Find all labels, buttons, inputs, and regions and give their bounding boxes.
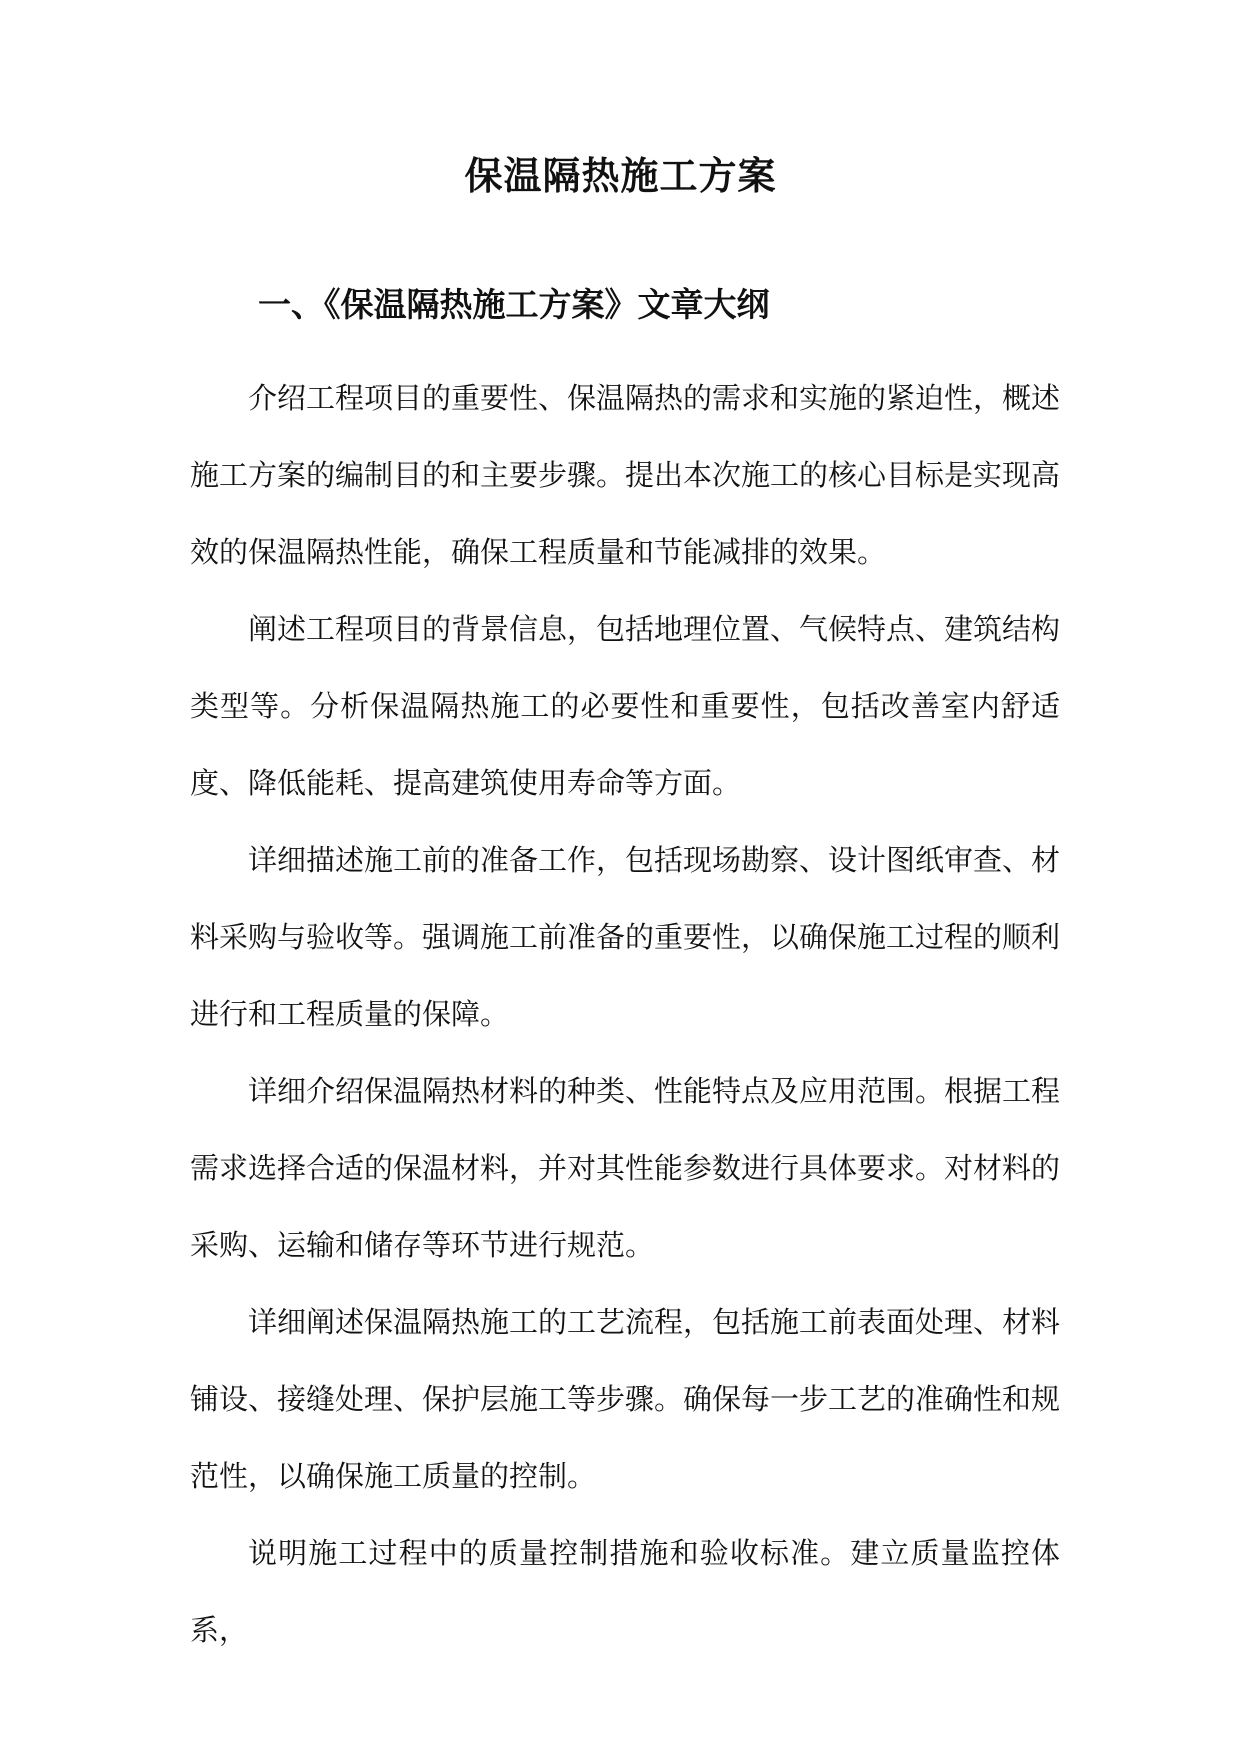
body-text: [190, 360, 1060, 1669]
paragraph-1: 介绍工程项目的重要性、保温隔热的需求和实施的紧迫性，概述施工方案的编制目的和主要步骤。提出本次施工的核心目标是实现高效的保温隔热性能，确保工程质量和节能减排的效果。: [190, 381, 1061, 569]
paragraph-5: 详细阐述保温隔热施工的工艺流程，包括施工前表面处理、材料铺设、接缝处理、保护层施工等步骤。确保每一步工艺的准确性和规范性，以确保施工质量的控制。: [190, 1305, 1061, 1493]
paragraph-4: 详细介绍保温隔热材料的种类、性能特点及应用范围。根据工程需求选择合适的保温材料，并对其性能参数进行具体要求。对材料的采购、运输和储存等环节进行规范。: [190, 1074, 1061, 1262]
paragraph-3: 详细描述施工前的准备工作，包括现场勘察、设计图纸审查、材料采购与验收等。强调施工前准备的重要性，以确保施工过程的顺利进行和工程质量的保障。: [190, 843, 1061, 1031]
document-title: 保温隔热施工方案: [464, 153, 777, 198]
section-heading: 一、《保温隔热施工方案》文章大纲: [258, 285, 770, 324]
paragraph-2: 阐述工程项目的背景信息，包括地理位置、气候特点、建筑结构类型等。分析保温隔热施工的必要性和重要性，包括改善室内舒适度、降低能耗、提高建筑使用寿命等方面。: [190, 612, 1061, 800]
paragraph-6: 说明施工过程中的质量控制措施和验收标准。建立质量监控体系，: [190, 1536, 1060, 1647]
